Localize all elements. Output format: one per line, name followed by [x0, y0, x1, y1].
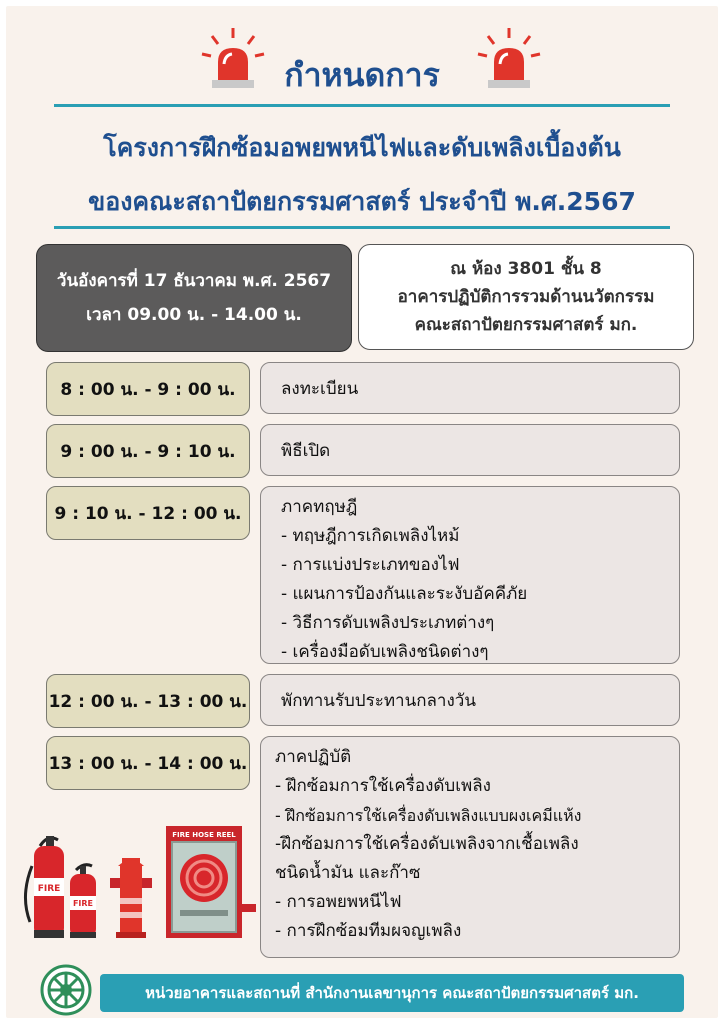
fire-extinguisher-icon [70, 865, 96, 938]
activity-line: - แผนการป้องกันและระงับอัคคีภัย [281, 584, 528, 604]
schedule-activity [260, 424, 680, 476]
schedule-time: 13 : 00 น. - 14 : 00 น. [46, 736, 250, 790]
divider [54, 226, 670, 229]
activity-line: - การอพยพหนีไฟ [275, 892, 402, 912]
subtitle-line-1: โครงการฝึกซ้อมอพยพหนีไฟและดับเพลิงเบื้องต้น [103, 133, 621, 162]
activity-line: - วิธีการดับเพลิงประเภทต่างๆ [281, 613, 495, 633]
activity-line: - การแบ่งประเภทของไฟ [281, 555, 460, 575]
activity-line: - เครื่องมือดับเพลิงชนิดต่างๆ [281, 642, 489, 662]
activity-line: ลงทะเบียน [281, 378, 359, 399]
activity-line: พิธีเปิด [281, 440, 331, 461]
fire-hose-reel-icon [166, 826, 256, 938]
event-datetime-box [36, 244, 352, 352]
activity-line: ภาคทฤษฎี [281, 497, 358, 517]
fire-hydrant-icon [110, 858, 152, 938]
location-faculty: คณะสถาปัตยกรรมศาสตร์ มก. [414, 315, 638, 335]
divider [54, 104, 670, 107]
activity-line: ภาคปฏิบัติ [275, 747, 352, 767]
activity-line: -ฝึกซ้อมการใช้เครื่องดับเพลิงจากเชื้อเพลิง [275, 834, 579, 854]
event-date: วันอังคารที่ 17 ธันวาคม พ.ศ. 2567 [56, 271, 332, 291]
event-location-box [358, 244, 694, 350]
schedule-time: 9 : 10 น. - 12 : 00 น. [46, 486, 250, 540]
activity-line: - ทฤษฎีการเกิดเพลิงไหม้ [281, 526, 460, 546]
poster [6, 6, 718, 1018]
schedule-activity [260, 362, 680, 414]
schedule-time: 12 : 00 น. - 13 : 00 น. [46, 674, 250, 728]
activity-line: พักทานรับประทานกลางวัน [281, 690, 476, 711]
fire-equipment-illustration [18, 826, 258, 946]
page-title: กำหนดการ [284, 56, 440, 94]
event-time: เวลา 09.00 น. - 14.00 น. [86, 305, 302, 325]
svg-text:FIRE: FIRE [37, 884, 61, 894]
activity-line: ชนิดน้ำมัน และก๊าซ [275, 863, 421, 883]
schedule-activity [260, 736, 680, 958]
location-room: ณ ห้อง 3801 ชั้น 8 [450, 259, 602, 279]
schedule-activity [260, 486, 680, 664]
schedule-time: 9 : 00 น. - 9 : 10 น. [46, 424, 250, 478]
location-building: อาคารปฏิบัติการรวมด้านนวัตกรรม [397, 287, 655, 307]
activity-line: - ฝึกซ้อมการใช้เครื่องดับเพลิง [275, 776, 491, 796]
alarm-siren-icon [474, 24, 544, 96]
schedule-activity [260, 674, 680, 726]
university-logo-icon [40, 964, 92, 1016]
schedule-time: 8 : 00 น. - 9 : 00 น. [46, 362, 250, 416]
activity-line: - การฝึกซ้อมทีมผจญเพลิง [275, 921, 462, 941]
svg-text:FIRE HOSE REEL: FIRE HOSE REEL [172, 831, 236, 839]
footer-banner: หน่วยอาคารและสถานที่ สำนักงานเลขานุการ คณะสถาปัตยกรรมศาสตร์ มก. [100, 974, 684, 1012]
svg-text:FIRE: FIRE [72, 899, 94, 908]
activity-line: - ฝึกซ้อมการใช้เครื่องดับเพลิงแบบผงเคมีแห้ง [275, 806, 582, 825]
fire-extinguisher-icon [25, 836, 64, 938]
subtitle-line-2: ของคณะสถาปัตยกรรมศาสตร์ ประจำปี พ.ศ.2567 [88, 187, 636, 216]
